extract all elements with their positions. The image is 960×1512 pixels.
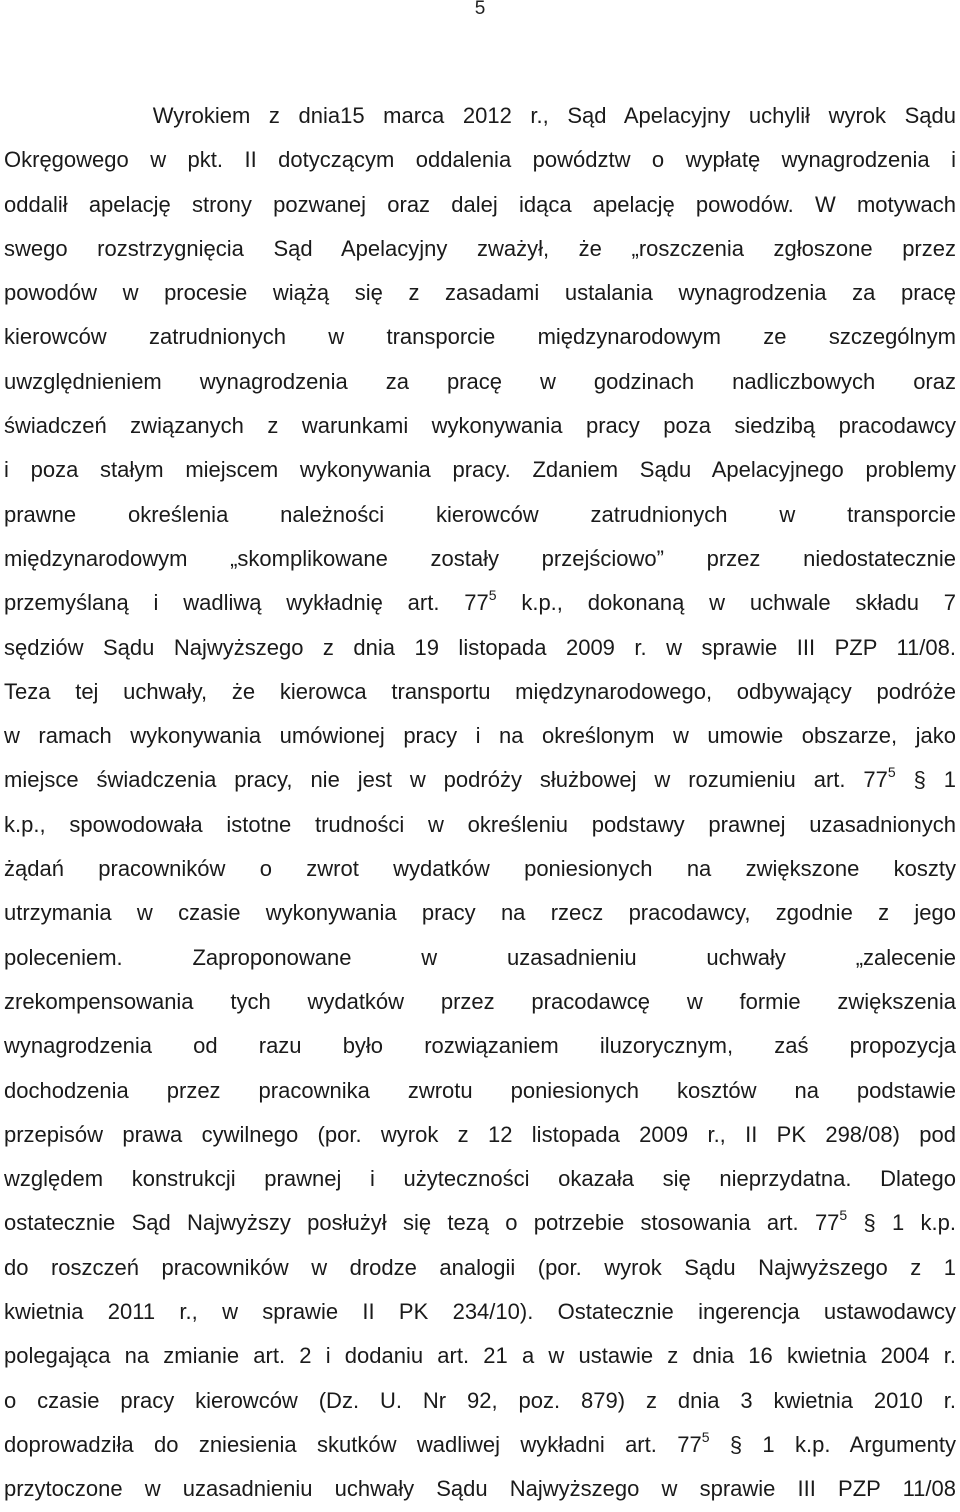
text-run: o czasie pracy kierowców (Dz. U. Nr 92, poz. 879) z dnia 3 kwietnia 2010 r.	[4, 1387, 956, 1413]
text-line	[4, 581, 956, 625]
text-line	[4, 1157, 956, 1201]
text-run: Okręgowego w pkt. II dotyczącym oddalenia powództw o wypłatę wynagrodzenia i	[4, 147, 956, 173]
text-line	[4, 271, 956, 315]
text-run: przepisów prawa cywilnego (por. wyrok z 12 listopada 2009 r., II PK 298/08) pod	[4, 1121, 956, 1147]
text-line	[4, 1069, 956, 1113]
text-run: prawne określenia należności kierowców zatrudnionych w transporcie	[4, 501, 956, 527]
superscript: 5	[701, 1428, 710, 1445]
text-line	[4, 936, 956, 980]
text-line	[4, 1467, 956, 1511]
text-line	[4, 1334, 956, 1378]
text-line	[4, 1201, 956, 1245]
text-run: sędziów Sądu Najwyższego z dnia 19 listopada 2009 r. w sprawie III PZP 11/08.	[4, 634, 956, 660]
text-run: względem konstrukcji prawnej i użyteczności okazała się nieprzydatna. Dlatego	[4, 1166, 956, 1192]
text-run: przemyślaną i wadliwą wykładnię art. 77	[4, 590, 489, 616]
text-line	[4, 847, 956, 891]
text-run: § 1	[895, 767, 956, 793]
text-line	[4, 670, 956, 714]
text-line	[4, 980, 956, 1024]
text-run: przytoczone w uzasadnieniu uchwały Sądu Najwyższego w sprawie III PZP 11/08	[4, 1476, 956, 1502]
text-run: doprowadziła do zniesienia skutków wadliwej wykładni art. 77	[4, 1431, 702, 1457]
text-run: poleceniem. Zaproponowane w uzasadnieniu uchwały „zalecenie	[4, 944, 956, 970]
text-line	[4, 1113, 956, 1157]
page-number: 5	[474, 0, 486, 19]
body-paragraph	[4, 94, 956, 1512]
text-run: swego rozstrzygnięcia Sąd Apelacyjny zważył, że „roszczenia zgłoszone przez	[4, 235, 956, 261]
text-line	[4, 138, 956, 182]
text-run: utrzymania w czasie wykonywania pracy na rzecz pracodawcy, zgodnie z jego	[4, 900, 956, 926]
text-line	[4, 714, 956, 758]
text-run: do roszczeń pracowników w drodze analogii (por. wyrok Sądu Najwyższego z 1	[4, 1254, 956, 1280]
text-run: uwzględnieniem wynagrodzenia za pracę w godzinach nadliczbowych oraz	[4, 368, 956, 394]
text-run: § 1 k.p.	[847, 1210, 956, 1236]
text-run: w ramach wykonywania umówionej pracy i na określonym w umowie obszarze, jako	[4, 723, 956, 749]
text-line	[4, 315, 956, 359]
text-run: Wyrokiem z dnia15 marca 2012 r., Sąd Apelacyjny uchylił wyrok Sądu	[4, 103, 956, 128]
text-run: świadczeń związanych z warunkami wykonywania pracy poza siedzibą pracodawcy	[4, 413, 956, 439]
text-run: ostatecznie Sąd Najwyższy posłużył się tezą o potrzebie stosowania art. 77	[4, 1210, 840, 1236]
text-run: oddalił apelację strony pozwanej oraz dalej idąca apelację powodów. W motywach	[4, 191, 956, 217]
text-run: zrekompensowania tych wydatków przez pracodawcę w formie zwiększenia	[4, 988, 956, 1014]
text-run: k.p., spowodowała istotne trudności w określeniu podstawy prawnej uzasadnionych	[4, 811, 956, 837]
text-run: k.p., dokonaną w uchwale składu 7	[496, 590, 956, 616]
text-run: międzynarodowym „skomplikowane zostały przejściowo” przez niedostatecznie	[4, 545, 956, 571]
text-line	[4, 227, 956, 271]
superscript: 5	[887, 764, 896, 781]
text-line	[4, 1246, 956, 1290]
text-line	[4, 404, 956, 448]
superscript: 5	[839, 1207, 848, 1224]
text-line	[4, 1290, 956, 1334]
text-line	[4, 537, 956, 581]
text-line	[4, 360, 956, 404]
text-run: kierowców zatrudnionych w transporcie międzynarodowym ze szczególnym	[4, 324, 956, 350]
text-line	[4, 626, 956, 670]
text-run: § 1 k.p. Argumenty	[709, 1431, 957, 1457]
text-run: żądań pracowników o zwrot wydatków poniesionych na zwiększone koszty	[4, 856, 956, 882]
text-line	[4, 1379, 956, 1423]
text-run: miejsce świadczenia pracy, nie jest w podróży służbowej w rozumieniu art. 77	[4, 767, 888, 793]
text-run: kwietnia 2011 r., w sprawie II PK 234/10). Ostatecznie ingerencja ustawodawcy	[4, 1299, 956, 1325]
text-line	[4, 758, 956, 802]
text-run: polegająca na zmianie art. 2 i dodaniu art. 21 a w ustawie z dnia 16 kwietnia 2004 r.	[4, 1343, 956, 1369]
text-line	[4, 1423, 956, 1467]
text-line	[4, 493, 956, 537]
text-line	[4, 448, 956, 492]
text-run: powodów w procesie wiążą się z zasadami ustalania wynagrodzenia za pracę	[4, 280, 956, 306]
text-line	[4, 891, 956, 935]
text-line	[4, 94, 956, 138]
text-run: dochodzenia przez pracownika zwrotu poniesionych kosztów na podstawie	[4, 1077, 956, 1103]
text-run: i poza stałym miejscem wykonywania pracy. Zdaniem Sądu Apelacyjnego problemy	[4, 457, 956, 483]
text-run: wynagrodzenia od razu było rozwiązaniem iluzorycznym, zaś propozycja	[4, 1033, 956, 1059]
superscript: 5	[488, 586, 497, 603]
text-run: Teza tej uchwały, że kierowca transportu międzynarodowego, odbywający podróże	[4, 678, 956, 704]
text-line	[4, 183, 956, 227]
text-line	[4, 1024, 956, 1068]
text-line	[4, 803, 956, 847]
